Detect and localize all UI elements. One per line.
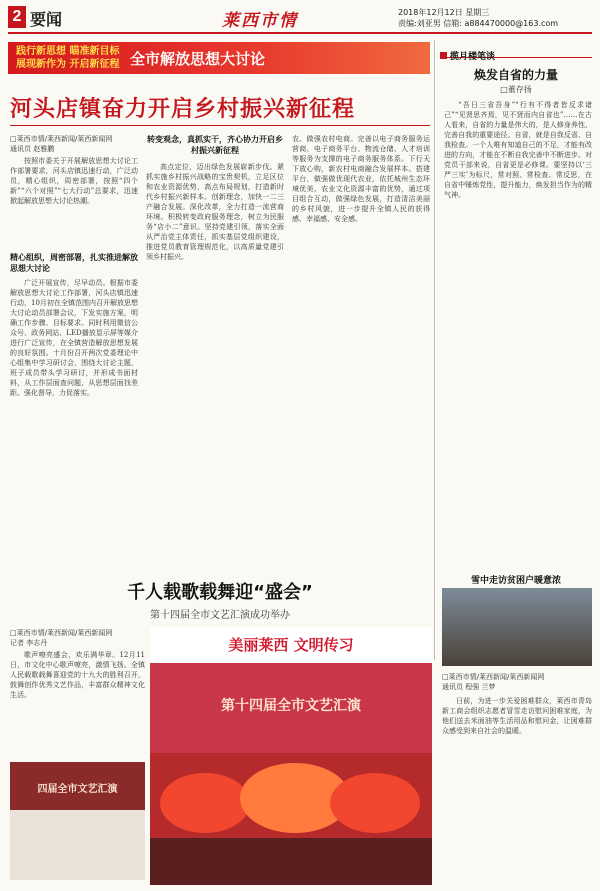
story2-body: 歌声嘹亮盛会，欢乐满华章。12月11日，市文化中心歌声嘹亮，激情飞扬。全镇人民载歌载舞喜迎党的十九大的胜利召开，鼓舞创作优秀文艺作品，丰富群众精神文化生活。 bbox=[10, 651, 145, 699]
photo-stage-text: 第十四届全市文艺汇演 bbox=[221, 698, 361, 714]
main-col1-body: 广泛开展宣传，尽早动员。根据市委解放思想大讨论工作部署，河头店镇迅速行动，10月初在全镇范围内召开解放思想大讨论动员部署会议，下发实施方案，明确工作步骤、目标要求。同时利用微信公众号、政务网站、LED播放显示屏等媒介进行广泛宣传，在全镇营造解放思想发展的良好氛围。十月份召开两次党委理论中心组集中学习研讨会，围绕大讨论主题，班子成员带头学习研讨，并形成书面材料，从工作层面查问题，从思想层面找差距。强化督导，力促落实。 bbox=[10, 279, 138, 397]
main-headline: 河头店镇奋力开启乡村振兴新征程 bbox=[10, 96, 356, 122]
main-col1-subhead: 精心组织，周密部署，扎实推进解放思想大讨论 bbox=[10, 253, 138, 273]
stage-floor bbox=[150, 838, 432, 885]
headline-rule bbox=[10, 125, 430, 126]
box-story-title: 雪中走访贫困户暖意浓 bbox=[470, 576, 561, 586]
issue-meta bbox=[398, 7, 558, 29]
photo-banner-strip bbox=[150, 627, 432, 663]
main-byline-source: □莱西市情/莱西新闻/莱西新闻网 bbox=[10, 135, 113, 143]
banner-slogan: 全市解放思想大讨论 bbox=[130, 50, 266, 68]
header-rule bbox=[8, 32, 592, 34]
story2-byline bbox=[10, 628, 145, 648]
main-col1-intro: 按照市委关于开展解放思想大讨论工作部署要求，河头店镇迅速行动，广泛动员，精心组织，周密部署，按照“四个新”“六个对照”“七大行动”总要求，迅速掀起解放思想大讨论热潮。 bbox=[10, 157, 138, 205]
banner-motto-line1: 践行新思想 瞄准新目标 bbox=[16, 46, 120, 57]
banner-motto bbox=[16, 45, 119, 71]
campaign-banner bbox=[8, 42, 430, 74]
main-col2-body: 高点定位，迈出绿色发展崭新步伐。紧抓实施乡村振兴战略的宝贵契机，立足区位和农业资源优势，高点布局规划，打造新时代乡村振兴新样本。创新理念，加快一二三产融合发展。深化改革，全力打造一流营商环境。积极转变政府服务理念，树立为民服务“店小二”意识。坚持党建引领，落实全面从严治党主体责任，抓实基层党组织建设，推进党员教育管理规范化，以高质量党建引领乡村振兴。 bbox=[146, 163, 284, 261]
column-author: □董存扬 bbox=[500, 85, 532, 94]
box-story-body: 日前，为进一步关爱困难群众，莱西市青岛新工商会组织志愿者冒雪走访慰问困难家庭，为他们送去米面油等生活用品和慰问金，让困难群众感受到来自社会的温暖。 bbox=[442, 697, 592, 735]
visit-photo-scene bbox=[442, 588, 592, 666]
issue-date: 2018年12月12日 星期三 bbox=[398, 8, 490, 17]
box-byline-source: □莱西市情/莱西新闻/莱西新闻网 bbox=[442, 673, 545, 681]
choir-singers bbox=[10, 810, 145, 880]
dancer-fan-right bbox=[330, 773, 420, 833]
page-number: 2 bbox=[8, 6, 26, 28]
column-body: “吾日三省吾身”“行有不得者皆反求诸己”“见贤思齐焉，见不贤而内自省也”……在古人看来，自省的力量是伟大的，是人修身养性、完善自我的重要途径。自省，就是自我反省、自我检查。一个人唯有知道自己的不足，才能有改进的方向，才能在不断自我完善中不断进步。对党员干部来说，自省更是必修课。要坚持以‘三严三实’为标尺，常对照、常检查、常反思，在自省中锤炼党性，提升能力，焕发担当作为的精气神。 bbox=[444, 101, 592, 199]
column-title: 焕发自省的力量 bbox=[473, 68, 558, 82]
column-label-text: 揽月楼笔谈 bbox=[450, 52, 496, 62]
section-title: 要闻 bbox=[30, 10, 63, 29]
dancer-fan-left bbox=[160, 773, 250, 833]
choir-photo bbox=[10, 762, 145, 880]
photo-dancers bbox=[150, 753, 432, 885]
choir-backdrop bbox=[10, 762, 145, 810]
main-col3-body: 农、做强农村电商。完善以电子商务服务运营商、电子商务平台、物流仓储、人才培训等服务为支撑的电子商务服务体系。下行天下放心购，新农村电商融合发展样本。搭建平台，做强做优现代农业，依托城州生态环境优美、农业文化资源丰富的优势，通过项目组合互动，做强绿色发展，打造清洁美丽的乡村风貌，进一步提升全镇人民的获得感、幸福感、安全感。 bbox=[292, 135, 430, 223]
photo-stage-backdrop bbox=[150, 663, 432, 753]
story2-byline-author: 记者 李志丹 bbox=[10, 639, 48, 647]
main-byline bbox=[10, 134, 138, 154]
main-col2-subhead: 转变观念，真抓实干，齐心协力开启乡村振兴新征程 bbox=[147, 135, 283, 155]
photo-banner-text: 美丽莱西 文明传习 bbox=[228, 636, 354, 654]
column-marker-icon bbox=[440, 52, 447, 59]
paper-name-logo: 莱西市情 bbox=[222, 11, 298, 31]
story2-headline: 千人载歌载舞迎“盛会” bbox=[127, 582, 313, 603]
box-byline-author: 通讯员 程强 兰梦 bbox=[442, 683, 496, 691]
editor-info: 责编:刘亚男 信箱: a884470000@163.com bbox=[398, 19, 559, 28]
column-label bbox=[440, 44, 592, 62]
story2-byline-source: □莱西市情/莱西新闻/莱西新闻网 bbox=[10, 629, 113, 637]
story2-subhead: 第十四届全市文艺汇演成功举办 bbox=[150, 610, 290, 621]
banner-motto-line2: 展现新作为 开启新征程 bbox=[16, 59, 120, 70]
choir-backdrop-text: 四届全市文艺汇演 bbox=[37, 784, 118, 795]
visit-photo bbox=[442, 588, 592, 666]
column-divider bbox=[434, 40, 435, 660]
performance-photo bbox=[150, 627, 432, 885]
box-story-byline bbox=[442, 672, 592, 692]
main-byline-author: 通讯员 赵雅鹏 bbox=[10, 145, 55, 153]
